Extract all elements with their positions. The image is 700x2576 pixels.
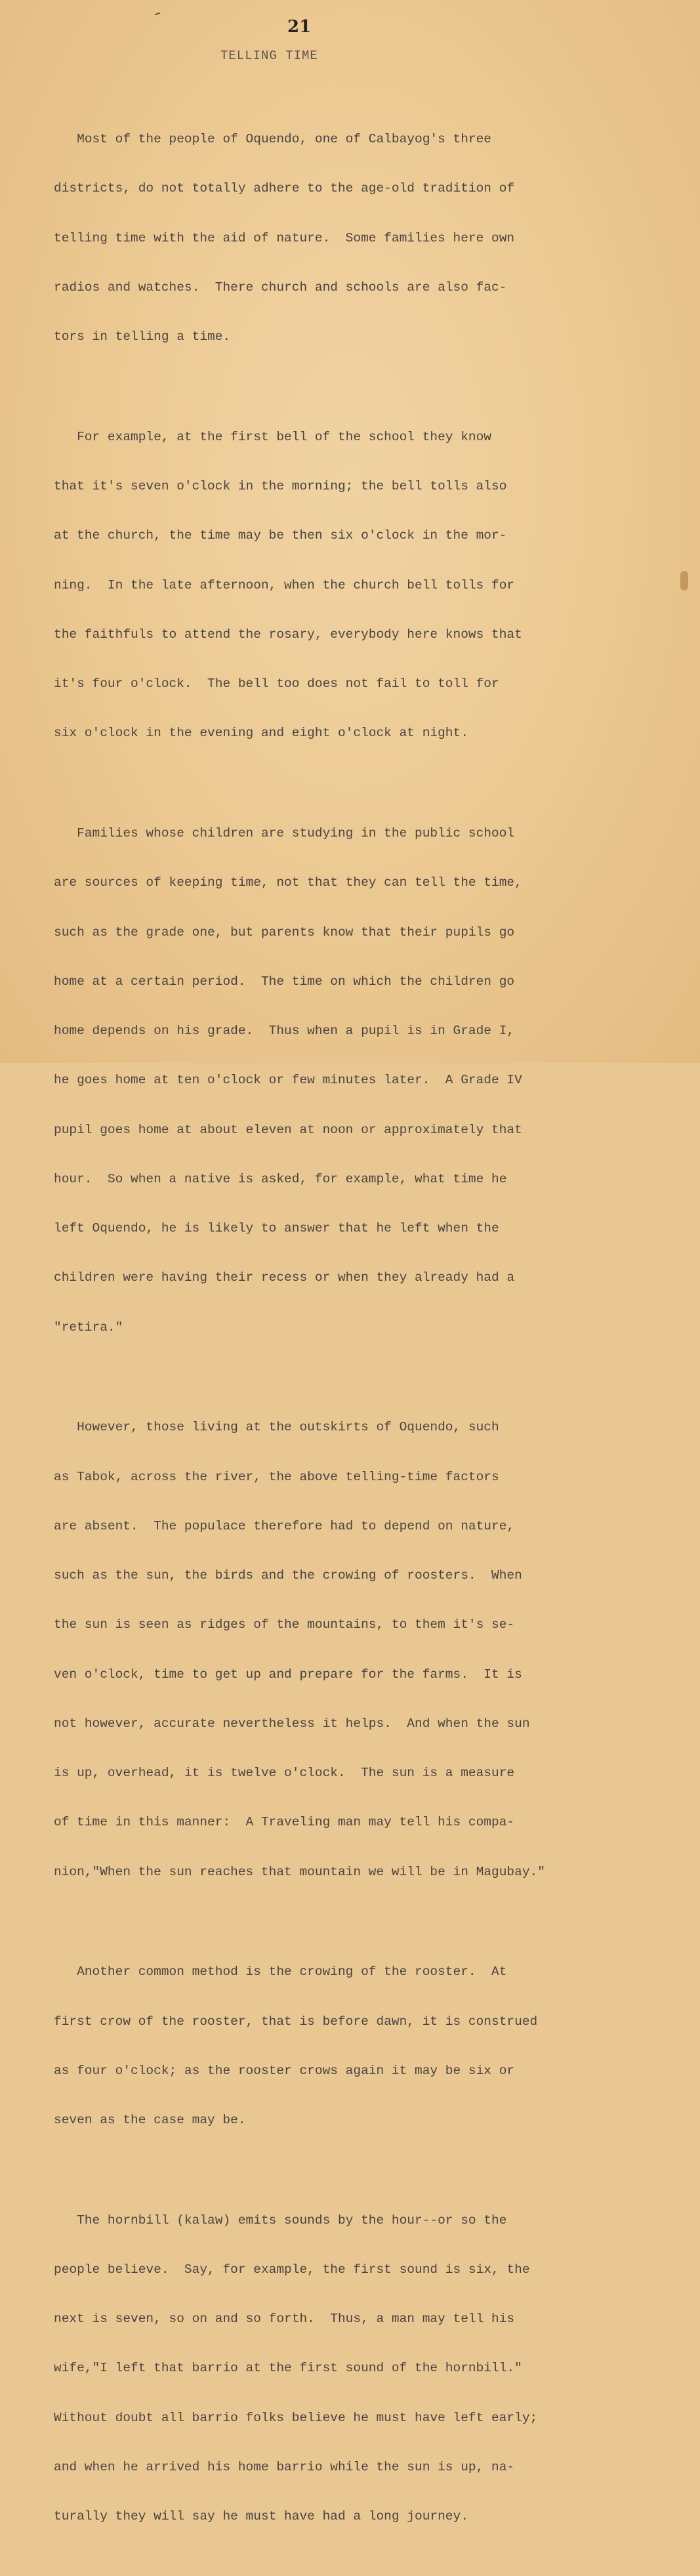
- text-line: "retira.": [54, 1319, 123, 1335]
- text-line: six o'clock in the evening and eight o'clock at night.: [54, 726, 468, 741]
- text-line: For example, at the first bell of the school they know: [54, 429, 492, 444]
- text-line: is up, overhead, it is twelve o'clock. The sun is a measure: [54, 1766, 515, 1781]
- text-line: home depends on his grade. Thus when a pupil is in Grade I,: [54, 1024, 515, 1039]
- paper-stain: [680, 571, 688, 591]
- page-number: 21: [287, 17, 312, 37]
- paragraph-5: [54, 1931, 664, 2161]
- pen-mark: [155, 12, 160, 16]
- text-line: turally they will say he must have had a long journey.: [54, 2509, 468, 2524]
- paragraph-4: [54, 1386, 664, 1913]
- page-title: TELLING TIME: [220, 49, 318, 63]
- text-line: at the church, the time may be then six o'clock in the mor-: [54, 528, 507, 543]
- text-line: people believe. Say, for example, the first sound is six, the: [54, 2262, 530, 2277]
- text-line: such as the sun, the birds and the crowing of roosters. When: [54, 1568, 522, 1583]
- text-line: the sun is seen as ridges of the mountains, to them it's se-: [54, 1617, 515, 1632]
- text-line: it's four o'clock. The bell too does not fail to toll for: [54, 676, 499, 692]
- paragraph-6: [54, 2179, 664, 2558]
- text-line: left Oquendo, he is likely to answer that he left when the: [54, 1221, 499, 1236]
- text-line: such as the grade one, but parents know that their pupils go: [54, 924, 515, 940]
- text-line: next is seven, so on and so forth. Thus, a man may tell his: [54, 2312, 515, 2327]
- document-body: [54, 98, 664, 2576]
- text-line: wife,"I left that barrio at the first sound of the hornbill.": [54, 2361, 522, 2376]
- text-line: children were having their recess or when they already had a: [54, 1270, 515, 1285]
- text-line: home at a certain period. The time on which the children go: [54, 974, 515, 989]
- text-line: Another common method is the crowing of the rooster. At: [54, 1964, 507, 1980]
- text-line: and when he arrived his home barrio while the sun is up, na-: [54, 2459, 515, 2474]
- text-line: as Tabok, across the river, the above telling-time factors: [54, 1469, 499, 1484]
- text-line: seven as the case may be.: [54, 2113, 246, 2128]
- text-line: ning. In the late afternoon, when the church bell tolls for: [54, 577, 515, 592]
- text-line: pupil goes home at about eleven at noon or approximately that: [54, 1122, 522, 1137]
- text-line: as four o'clock; as the rooster crows again it may be six or: [54, 2063, 515, 2078]
- text-line: The hornbill (kalaw) emits sounds by the hour--or so the: [54, 2212, 507, 2228]
- text-line: radios and watches. There church and schools are also fac-: [54, 280, 507, 295]
- text-line: of time in this manner: A Traveling man may tell his compa-: [54, 1815, 515, 1830]
- text-line: districts, do not totally adhere to the age-old tradition of: [54, 181, 515, 196]
- text-line: the faithfuls to attend the rosary, everybody here knows that: [54, 627, 522, 642]
- text-line: tors in telling a time.: [54, 329, 231, 344]
- text-line: not however, accurate nevertheless it helps. And when the sun: [54, 1716, 530, 1731]
- text-line: he goes home at ten o'clock or few minutes later. A Grade IV: [54, 1073, 522, 1088]
- text-line: nion,"When the sun reaches that mountain we will be in Magubay.": [54, 1864, 545, 1879]
- paragraph-2: [54, 396, 664, 775]
- text-line: telling time with the aid of nature. Some families here own: [54, 230, 515, 245]
- paragraph-1: [54, 98, 664, 379]
- paragraph-3: [54, 793, 664, 1369]
- text-line: However, those living at the outskirts of Oquendo, such: [54, 1420, 499, 1435]
- text-line: that it's seven o'clock in the morning; the bell tolls also: [54, 479, 507, 494]
- text-line: first crow of the rooster, that is before dawn, it is construed: [54, 2014, 538, 2029]
- text-line: hour. So when a native is asked, for example, what time he: [54, 1171, 507, 1186]
- text-line: Families whose children are studying in the public school: [54, 825, 515, 841]
- text-line: Without doubt all barrio folks believe he must have left early;: [54, 2410, 538, 2425]
- text-line: are sources of keeping time, not that they can tell the time,: [54, 875, 522, 890]
- text-line: Most of the people of Oquendo, one of Calbayog's three: [54, 132, 492, 147]
- text-line: are absent. The populace therefore had to depend on nature,: [54, 1518, 515, 1533]
- text-line: ven o'clock, time to get up and prepare for the farms. It is: [54, 1667, 522, 1682]
